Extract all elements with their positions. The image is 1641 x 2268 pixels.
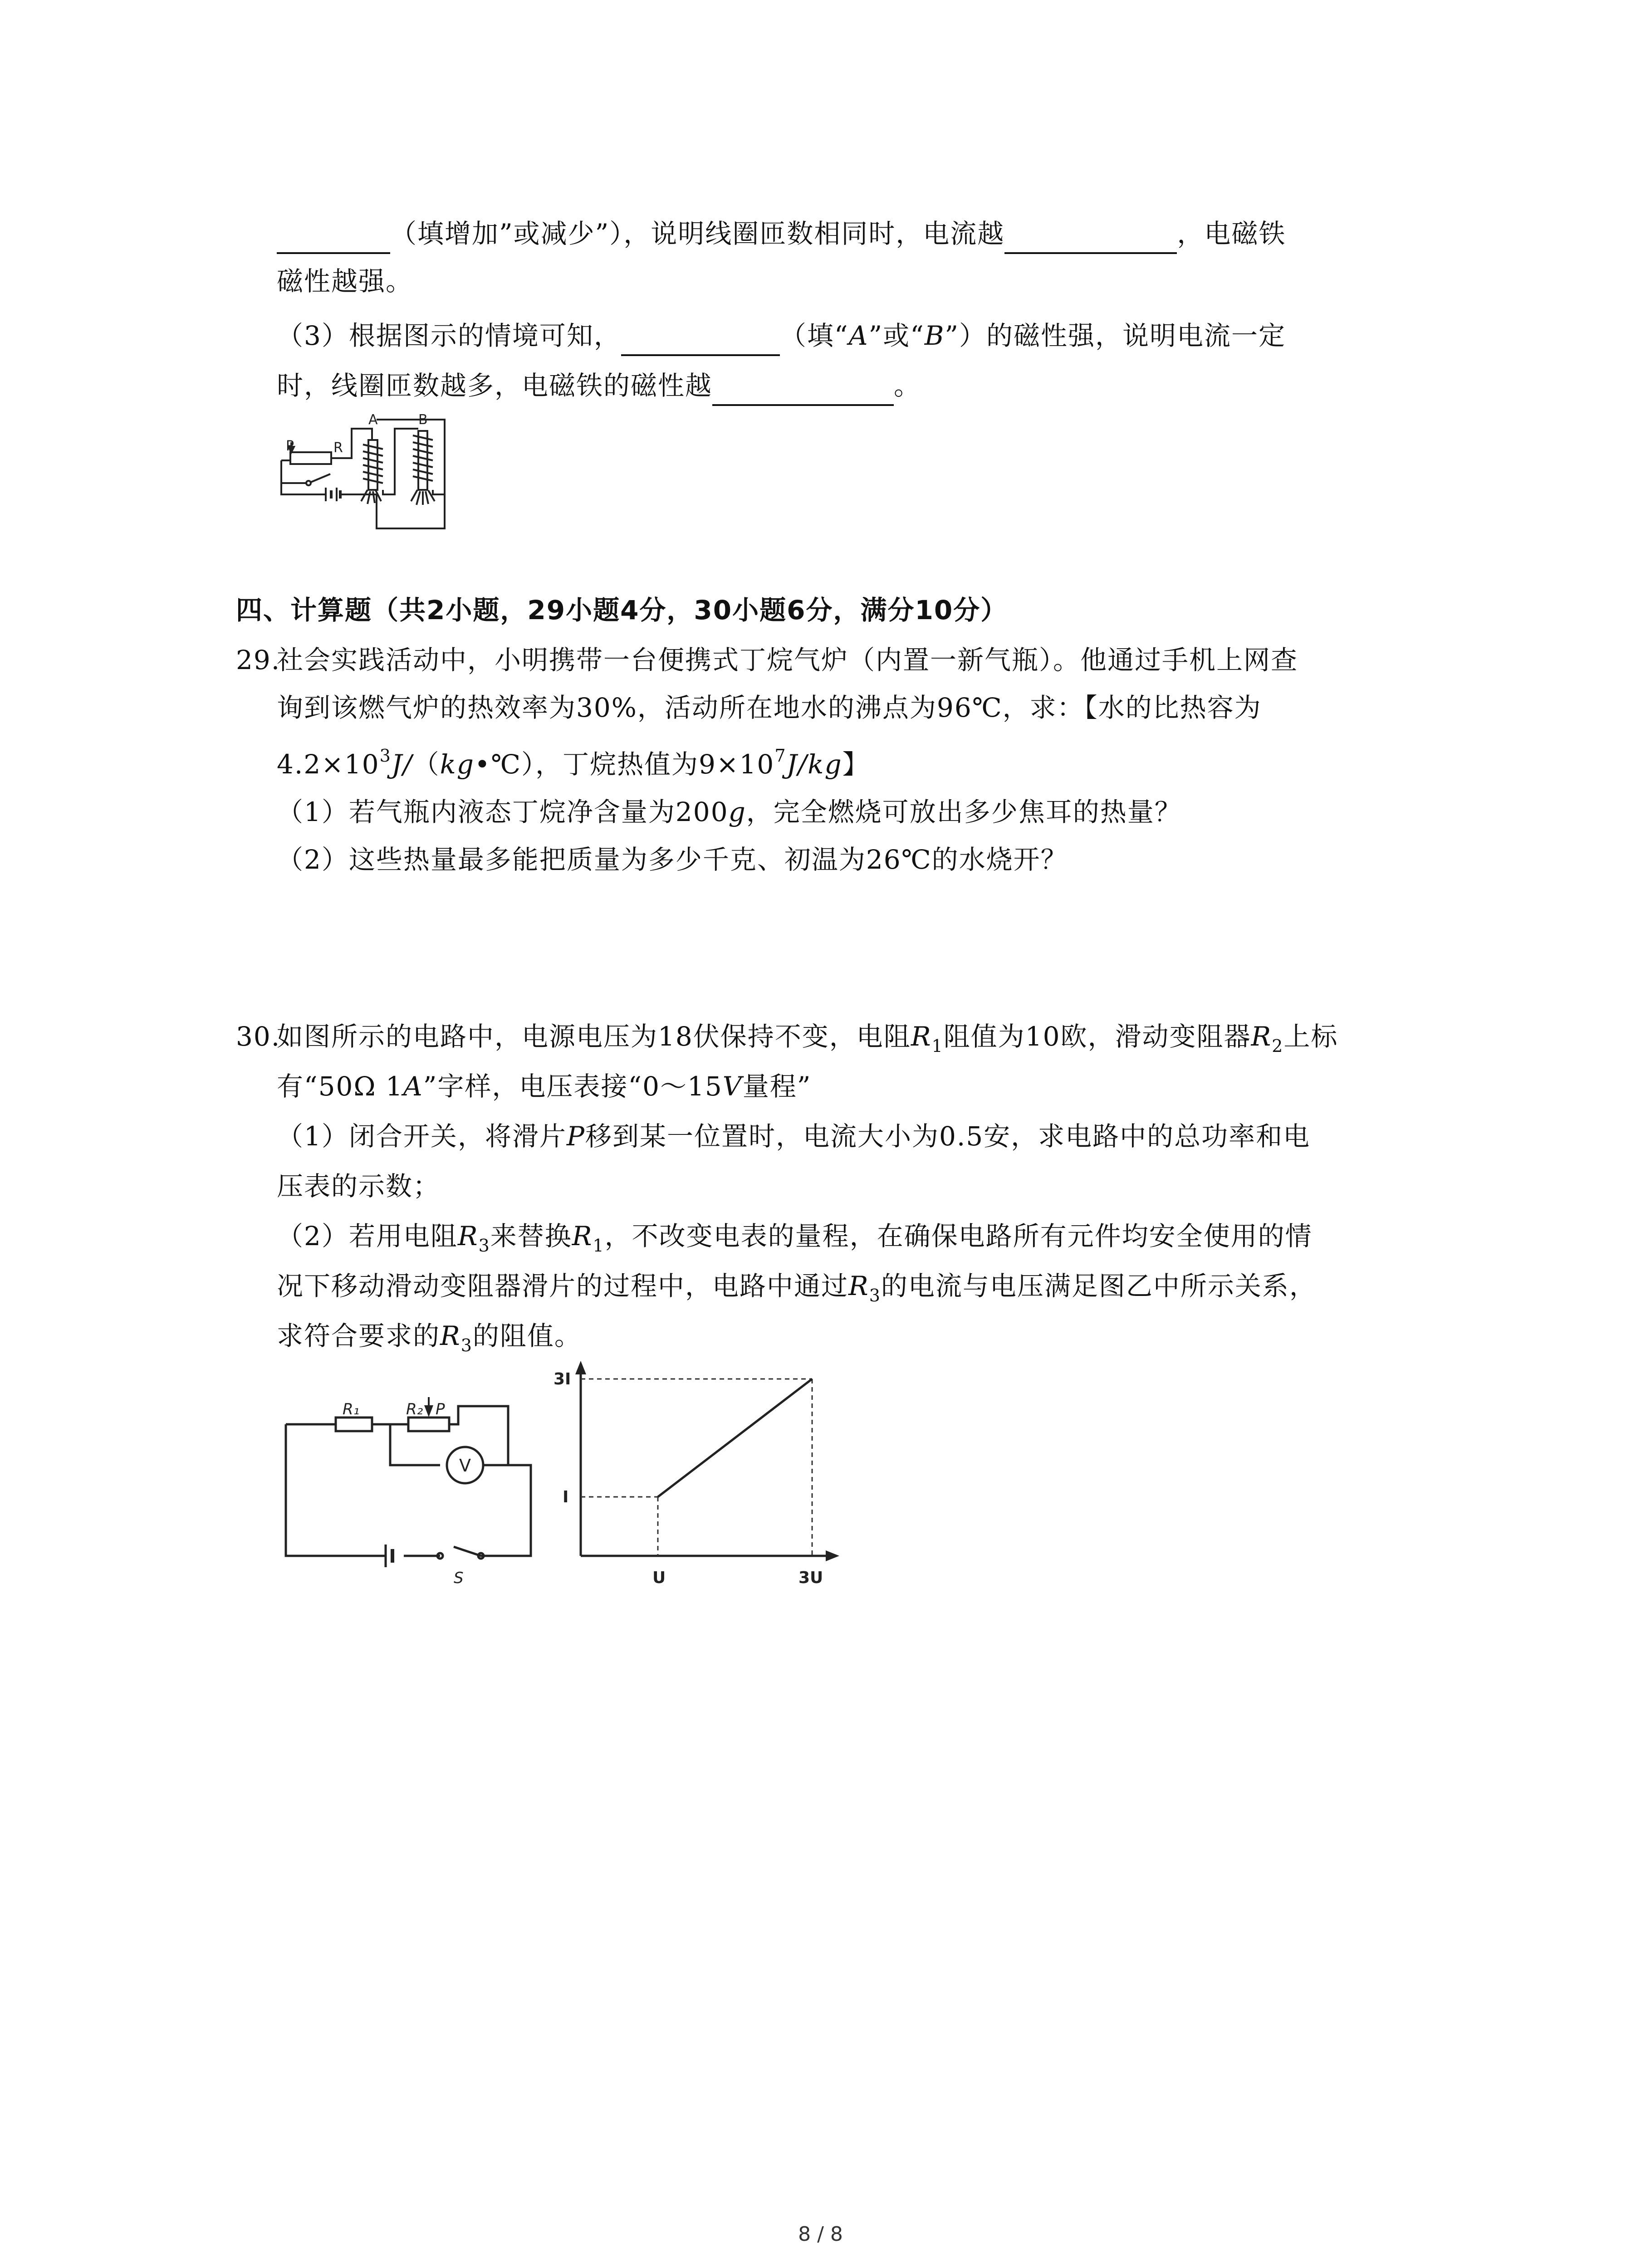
q30-text: 求符合要求的 xyxy=(277,1320,441,1351)
unit: J/kg xyxy=(786,749,843,780)
symbol-r: R xyxy=(1251,1021,1272,1052)
q28-text: ”或“ xyxy=(868,320,925,351)
q29-text: 社会实践活动中，小明携带一台便携式丁烷气炉（内置一新气瓶）。他通过手机上网查 xyxy=(277,645,1298,675)
unit: A xyxy=(403,1071,423,1102)
label-s: S xyxy=(454,1569,464,1587)
subscript: 2 xyxy=(1272,1036,1284,1056)
section-4-heading xyxy=(236,590,1008,631)
q28-text: ，电磁铁 xyxy=(1177,218,1286,249)
subscript: 1 xyxy=(593,1236,605,1256)
voltmeter-label: V xyxy=(459,1456,471,1476)
fig-label-p: P xyxy=(286,438,294,454)
q28-part3-line2 xyxy=(277,365,921,406)
question-number: 30. xyxy=(236,1021,281,1052)
q30-text: 阻值为10欧，滑动变阻器 xyxy=(943,1021,1251,1052)
fig-label-a: A xyxy=(368,412,378,428)
y-tick-label: I xyxy=(563,1488,569,1506)
q28-text: ”）的磁性强，说明电流一定 xyxy=(945,320,1286,351)
unit: kg xyxy=(440,749,475,780)
q29-part1 xyxy=(277,792,1182,832)
unit: g xyxy=(728,797,746,827)
unit: J/ xyxy=(391,749,413,780)
question-number: 29. xyxy=(236,645,281,675)
q30-text: 移到某一位置时，电流大小为0.5安，求电路中的总功率和电 xyxy=(585,1121,1311,1152)
q30-text: 况下移动滑动变阻器滑片的过程中，电路中通过 xyxy=(277,1271,849,1301)
q30-text: 的电流与电压满足图乙中所示关系， xyxy=(881,1271,1317,1301)
q30-text: （1）闭合开关，将滑片 xyxy=(277,1121,567,1152)
q30-text: 的阻值。 xyxy=(472,1320,582,1351)
answer-blank[interactable] xyxy=(712,372,894,406)
subscript: 1 xyxy=(931,1036,944,1056)
x-tick-label: U xyxy=(652,1569,666,1587)
q29-text: 4.2×10 xyxy=(277,749,380,780)
q30-line2 xyxy=(277,1066,811,1107)
q29-text: ，完全燃烧可放出多少焦耳的热量？ xyxy=(746,797,1182,827)
q28-part3-line1 xyxy=(277,315,1286,356)
section-title: 四、计算题（共2小题，29小题4分，30小题6分，满分10分） xyxy=(236,595,1008,626)
q29-line3 xyxy=(277,744,870,785)
q29-text: 】 xyxy=(842,749,870,780)
option-b-label: B xyxy=(924,320,945,351)
unit: V xyxy=(722,1071,743,1102)
q29-text: •℃），丁烷热值为9×10 xyxy=(474,749,775,780)
fig-label-b: B xyxy=(418,412,428,428)
q29-part2 xyxy=(277,839,1068,880)
exponent: 7 xyxy=(774,746,787,766)
q30-circuit-figure xyxy=(272,1397,544,1597)
answer-blank[interactable] xyxy=(277,220,390,254)
q30-text: （2）若用电阻 xyxy=(277,1221,458,1251)
page-number: 8 / 8 xyxy=(798,2223,843,2246)
q30-text: 如图所示的电路中，电源电压为18伏保持不变，电阻 xyxy=(277,1021,911,1052)
x-tick-label: 3U xyxy=(798,1569,823,1587)
answer-blank[interactable] xyxy=(621,323,780,356)
y-tick-label: 3I xyxy=(554,1370,571,1388)
q30-text: ，不改变电表的量程，在确保电路所有元件均安全使用的情 xyxy=(604,1221,1313,1251)
subscript: 3 xyxy=(460,1335,473,1355)
q30-part2-line2 xyxy=(277,1266,1317,1306)
label-r1: R₁ xyxy=(343,1400,360,1418)
q28-text: （填“ xyxy=(779,320,849,351)
exponent: 3 xyxy=(379,746,392,766)
q30-text: 压表的示数； xyxy=(277,1171,441,1202)
q28-line2 xyxy=(277,261,413,302)
x-axis-arrow-icon xyxy=(826,1550,839,1561)
symbol-p: P xyxy=(566,1121,585,1152)
q28-text: 。 xyxy=(894,370,921,401)
q28-text: 磁性越强。 xyxy=(277,266,413,297)
q30-text: 量程” xyxy=(742,1071,812,1102)
q28-text: （3）根据图示的情境可知， xyxy=(277,320,621,351)
subscript: 3 xyxy=(478,1236,490,1256)
q30-text: 上标 xyxy=(1283,1021,1338,1052)
q30-text: 来替换 xyxy=(490,1221,572,1251)
current-voltage-graph xyxy=(544,1361,839,1615)
symbol-r: R xyxy=(848,1271,869,1301)
symbol-r: R xyxy=(572,1221,593,1251)
symbol-r: R xyxy=(440,1320,461,1351)
electromagnet-circuit-figure xyxy=(272,411,485,547)
q30-text: ”字样，电压表接“0～15 xyxy=(423,1071,723,1102)
fig-label-r: R xyxy=(333,440,343,456)
symbol-r: R xyxy=(457,1221,479,1251)
symbol-r: R xyxy=(911,1021,932,1052)
label-r2: R₂ xyxy=(406,1400,423,1418)
series-line xyxy=(658,1379,812,1497)
q29-text: （ xyxy=(412,749,440,780)
y-axis-arrow-icon xyxy=(575,1361,586,1374)
q30-part1-line2 xyxy=(277,1166,440,1207)
answer-blank[interactable] xyxy=(1004,220,1177,254)
q30-part2-line1 xyxy=(277,1216,1313,1256)
q30-text: 有“50Ω 1 xyxy=(277,1071,403,1102)
q29-text: （2）这些热量最多能把质量为多少千克、初温为26℃的水烧开？ xyxy=(277,844,1068,875)
q28-line1 xyxy=(277,213,1286,254)
q30-line1 xyxy=(236,1016,1338,1057)
q29-text: 询到该燃气炉的热效率为30%，活动所在地水的沸点为96℃，求：【水的比热容为 xyxy=(277,692,1262,723)
q28-text: （填增加”或减少”），说明线圈匝数相同时，电流越 xyxy=(390,218,1005,249)
q28-text: 时，线圈匝数越多，电磁铁的磁性越 xyxy=(277,370,713,401)
q29-text: （1）若气瓶内液态丁烷净含量为200 xyxy=(277,797,729,827)
q30-part2-line3 xyxy=(277,1315,582,1356)
q30-part1-line1 xyxy=(277,1116,1310,1157)
label-p: P xyxy=(436,1400,445,1418)
option-a-label: A xyxy=(848,320,869,351)
q29-line2 xyxy=(277,687,1262,728)
q29-line1 xyxy=(236,640,1298,680)
subscript: 3 xyxy=(869,1286,881,1305)
